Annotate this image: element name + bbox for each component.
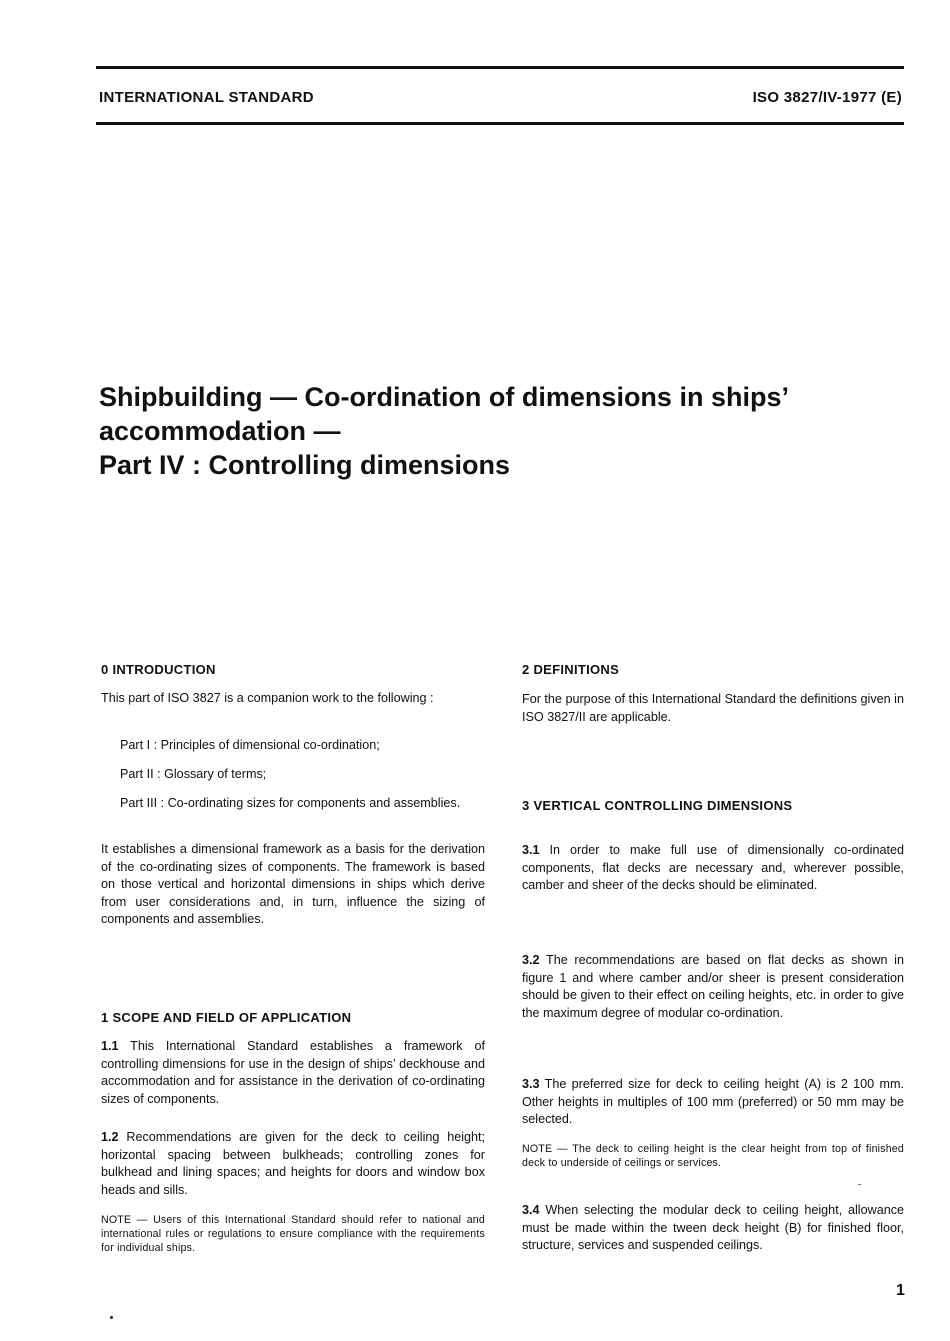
clause-text: The preferred size for deck to ceiling height (A) is 2 100 mm. Other heights in multiples of 100 mm (preferred) or 50 mm may be selected. — [522, 1077, 904, 1127]
section-2-body: For the purpose of this International Standard the definitions given in ISO 3827/II are applicable. — [522, 692, 904, 724]
title-line-1: Shipbuilding — Co-ordination of dimensions in ships’ — [99, 382, 789, 412]
section-3-note: NOTE — The deck to ceiling height is the clear height from top of finished deck to underside of ceilings or services. — [522, 1143, 904, 1169]
standard-number: ISO 3827/IV-1977 (E) — [752, 89, 902, 106]
title-line-2: accommodation — — [99, 416, 341, 446]
clause-text: In order to make full use of dimensionally co-ordinated components, flat decks are necessary and, wherever possible, camber and sheer of the decks should be eliminated. — [522, 843, 904, 893]
scan-dot — [110, 1316, 113, 1319]
section-1-note: NOTE — Users of this International Standard should refer to national and international rules or regulations to ensure compliance with the requirements for individual ships. — [101, 1214, 485, 1254]
section-3-heading: 3 VERTICAL CONTROLLING DIMENSIONS — [522, 798, 793, 813]
part-list-item-2: Part II : Glossary of terms; — [120, 767, 267, 781]
clause-text: This International Standard establishes a framework of controlling dimensions for use in the design of ships’ deckhouse and accommodation and for assistance in the derivation of co-ordinating sizes of components. — [101, 1039, 485, 1106]
section-2-heading: 2 DEFINITIONS — [522, 662, 620, 677]
part-list-item-3: Part III : Co-ordinating sizes for components and assemblies. — [120, 796, 461, 810]
page-title — [99, 380, 879, 482]
clause-number: 3.2 — [522, 953, 540, 967]
section-1-heading: 1 SCOPE AND FIELD OF APPLICATION — [101, 1010, 352, 1025]
clause-3-2 — [522, 952, 904, 1022]
clause-number: 3.3 — [522, 1077, 540, 1091]
clause-3-1 — [522, 842, 904, 895]
section-0-intro: This part of ISO 3827 is a companion work to the following : — [101, 691, 434, 705]
clause-number: 3.4 — [522, 1203, 540, 1217]
title-line-3: Part IV : Controlling dimensions — [99, 450, 511, 480]
page-number: 1 — [896, 1282, 905, 1299]
header-top-rule — [96, 66, 904, 69]
clause-text: Recommendations are given for the deck to ceiling height; horizontal spacing between bulkheads; controlling zones for bulkhead and lining spaces; and heights for doors and window box heads and sills. — [101, 1130, 486, 1197]
part-list-item-1: Part I : Principles of dimensional co-ordination; — [120, 738, 380, 752]
clause-3-4 — [522, 1202, 904, 1255]
clause-number: 1.2 — [101, 1130, 119, 1144]
header-bottom-rule — [96, 122, 904, 125]
scan-mark — [858, 1184, 861, 1185]
section-0-heading: 0 INTRODUCTION — [101, 662, 216, 677]
clause-number: 3.1 — [522, 843, 540, 857]
document-type: INTERNATIONAL STANDARD — [99, 89, 314, 106]
clause-text: The recommendations are based on flat decks as shown in figure 1 and where camber and/or sheer is present consideration should be given to their effect on ceiling heights, etc. in order to give the maximum degree of modular co-ordination. — [522, 953, 904, 1020]
clause-number: 1.1 — [101, 1039, 119, 1053]
section-0-body: It establishes a dimensional framework as a basis for the derivation of the co-ordinating sizes of components. The framework is based on those vertical and horizontal dimensions in ships which derive from user considerations and, in turn, influence the sizing of components and assemblies. — [101, 842, 485, 927]
clause-3-3 — [522, 1076, 904, 1129]
clause-1-2 — [101, 1129, 485, 1199]
clause-1-1 — [101, 1038, 485, 1108]
clause-text: When selecting the modular deck to ceiling height, allowance must be made within the tween deck height (B) for finished floor, structure, services and suspended ceilings. — [522, 1203, 905, 1253]
